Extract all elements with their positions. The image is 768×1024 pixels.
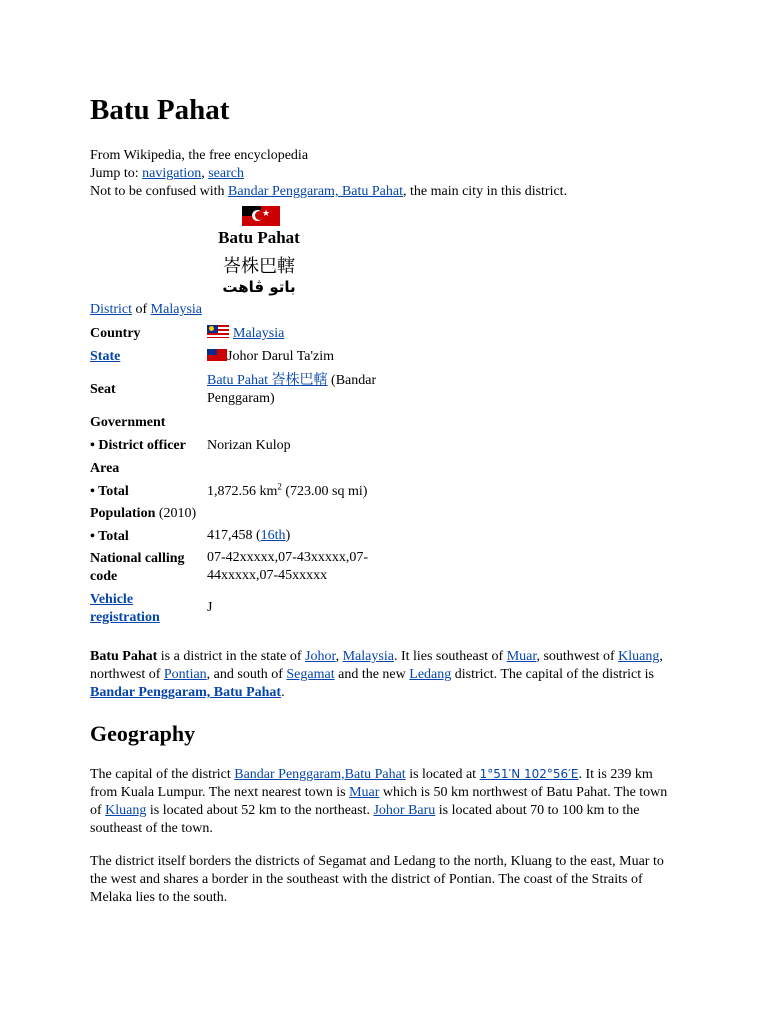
kluang-geo-link[interactable]: Kluang [105, 803, 147, 818]
district-link[interactable]: District [90, 302, 132, 317]
population-label [90, 505, 196, 523]
state-link[interactable]: State [90, 349, 121, 364]
geo-text: which is 50 km northwest of Batu Pahat. The town of [90, 785, 668, 818]
geo-text: The capital of the district [90, 767, 235, 782]
vehicle-registration-label [90, 591, 200, 627]
state-value [207, 348, 387, 366]
seat-link[interactable]: Batu Pahat 峇株巴轄 [207, 373, 328, 388]
capital-link[interactable]: Bandar Penggaram, Batu Pahat [90, 685, 282, 700]
district-officer-value: Norizan Kulop [207, 438, 291, 453]
johor-flag-icon [207, 349, 227, 361]
pontian-link[interactable]: Pontian [163, 667, 207, 682]
infobox-name-jawi: باتو ڤاهت [222, 278, 296, 296]
geo-text: is located about 52 km to the northeast. [146, 803, 374, 818]
infobox-type [90, 302, 202, 318]
johor-baru-link[interactable]: Johor Baru [373, 803, 436, 818]
population-close: ) [285, 528, 291, 543]
geo-text: is located at [405, 767, 480, 782]
muar-link[interactable]: Muar [506, 649, 537, 664]
intro-text: , and south of [206, 667, 287, 682]
intro-text: . [281, 685, 285, 700]
tagline: From Wikipedia, the free encyclopedia [90, 148, 309, 163]
intro-text: is a district in the state of [157, 649, 306, 664]
malaysia-flag-icon [207, 325, 229, 338]
coordinates-link[interactable]: 1°51′N 102°56′E [479, 767, 579, 781]
malaysia-intro-link[interactable]: Malaysia [342, 649, 394, 664]
infobox-name-chinese: 峇株巴轄 [223, 256, 295, 277]
geo-text: . It is 239 km from Kuala Lumpur. The next nearest town is [90, 767, 653, 800]
vehicle-registration-link[interactable]: Vehicle registration [90, 592, 160, 625]
intro-bold-title: Batu Pahat [90, 649, 158, 664]
area-sup: 2 [277, 481, 282, 492]
geography-heading: Geography [90, 721, 196, 746]
vehicle-registration-value: J [207, 600, 213, 615]
page-title: Batu Pahat [90, 94, 230, 126]
intro-text: and the new [334, 667, 410, 682]
type-of-text: of [132, 302, 151, 317]
government-label: Government [90, 415, 166, 430]
geography-paragraph-2: The district itself borders the districts of Segamat and Ledang to the north, Kluang to the east, Muar to the west and shares a border in the southeast with the district of Pontian. The coast of the Straits of Melaka lies to the south. [90, 854, 664, 905]
intro-text: district. The capital of the district is [451, 667, 654, 682]
jump-separator: , [201, 166, 209, 181]
country-label: Country [90, 326, 141, 341]
population-total-label: • Total [90, 529, 129, 544]
jump-search-link[interactable]: search [208, 166, 244, 181]
area-total-label: • Total [90, 484, 129, 499]
seat-label: Seat [90, 382, 116, 397]
population-rank-link[interactable]: 16th [260, 528, 286, 543]
area-total-value [207, 483, 387, 501]
hatnote [90, 183, 567, 201]
area-km: 1,872.56 km [207, 484, 278, 499]
bandar-penggaram-link[interactable]: Bandar Penggaram,Batu Pahat [234, 767, 406, 782]
calling-code-value: 07-42xxxxx,07-43xxxxx,07-44xxxxx,07-45xxxxx [207, 550, 368, 583]
segamat-link[interactable]: Segamat [286, 667, 335, 682]
population-label-text: Population [90, 506, 156, 521]
area-imperial: (723.00 sq mi) [281, 484, 368, 499]
jump-prefix: Jump to: [90, 166, 143, 181]
area-label: Area [90, 461, 120, 476]
calling-code-label: National calling code [90, 551, 185, 584]
seat-value [207, 372, 387, 408]
intro-text: , northwest of [90, 649, 663, 682]
intro-text: , [335, 649, 343, 664]
muar-geo-link[interactable]: Muar [349, 785, 380, 800]
hatnote-link[interactable]: Bandar Penggaram, Batu Pahat [228, 184, 403, 199]
geography-paragraph-1 [90, 765, 680, 838]
kluang-link[interactable]: Kluang [618, 649, 660, 664]
district-officer-label: • District officer [90, 438, 186, 453]
johor-link[interactable]: Johor [305, 649, 336, 664]
hatnote-prefix: Not to be confused with [90, 184, 229, 199]
infobox-name: Batu Pahat [218, 228, 300, 247]
seat-suffix: (Bandar Penggaram) [207, 373, 377, 406]
intro-text: , southwest of [536, 649, 619, 664]
country-link[interactable]: Malaysia [233, 326, 285, 341]
intro-text: . It lies southeast of [393, 649, 507, 664]
intro-paragraph [90, 648, 680, 702]
district-flag-icon[interactable]: ★ [242, 206, 280, 226]
hatnote-suffix: , the main city in this district. [402, 184, 568, 199]
jump-links [90, 165, 244, 183]
population-total-value [207, 527, 387, 545]
population-year: (2010) [155, 506, 197, 521]
state-name: Johor Darul Ta'zim [227, 349, 335, 364]
geo-text: is located about 70 to 100 km to the southeast of the town. [90, 803, 640, 836]
country-value [207, 325, 387, 343]
state-label [90, 348, 120, 366]
ledang-link[interactable]: Ledang [409, 667, 452, 682]
malaysia-link[interactable]: Malaysia [150, 302, 202, 317]
jump-navigation-link[interactable]: navigation [142, 166, 202, 181]
population-number: 417,458 ( [207, 528, 261, 543]
